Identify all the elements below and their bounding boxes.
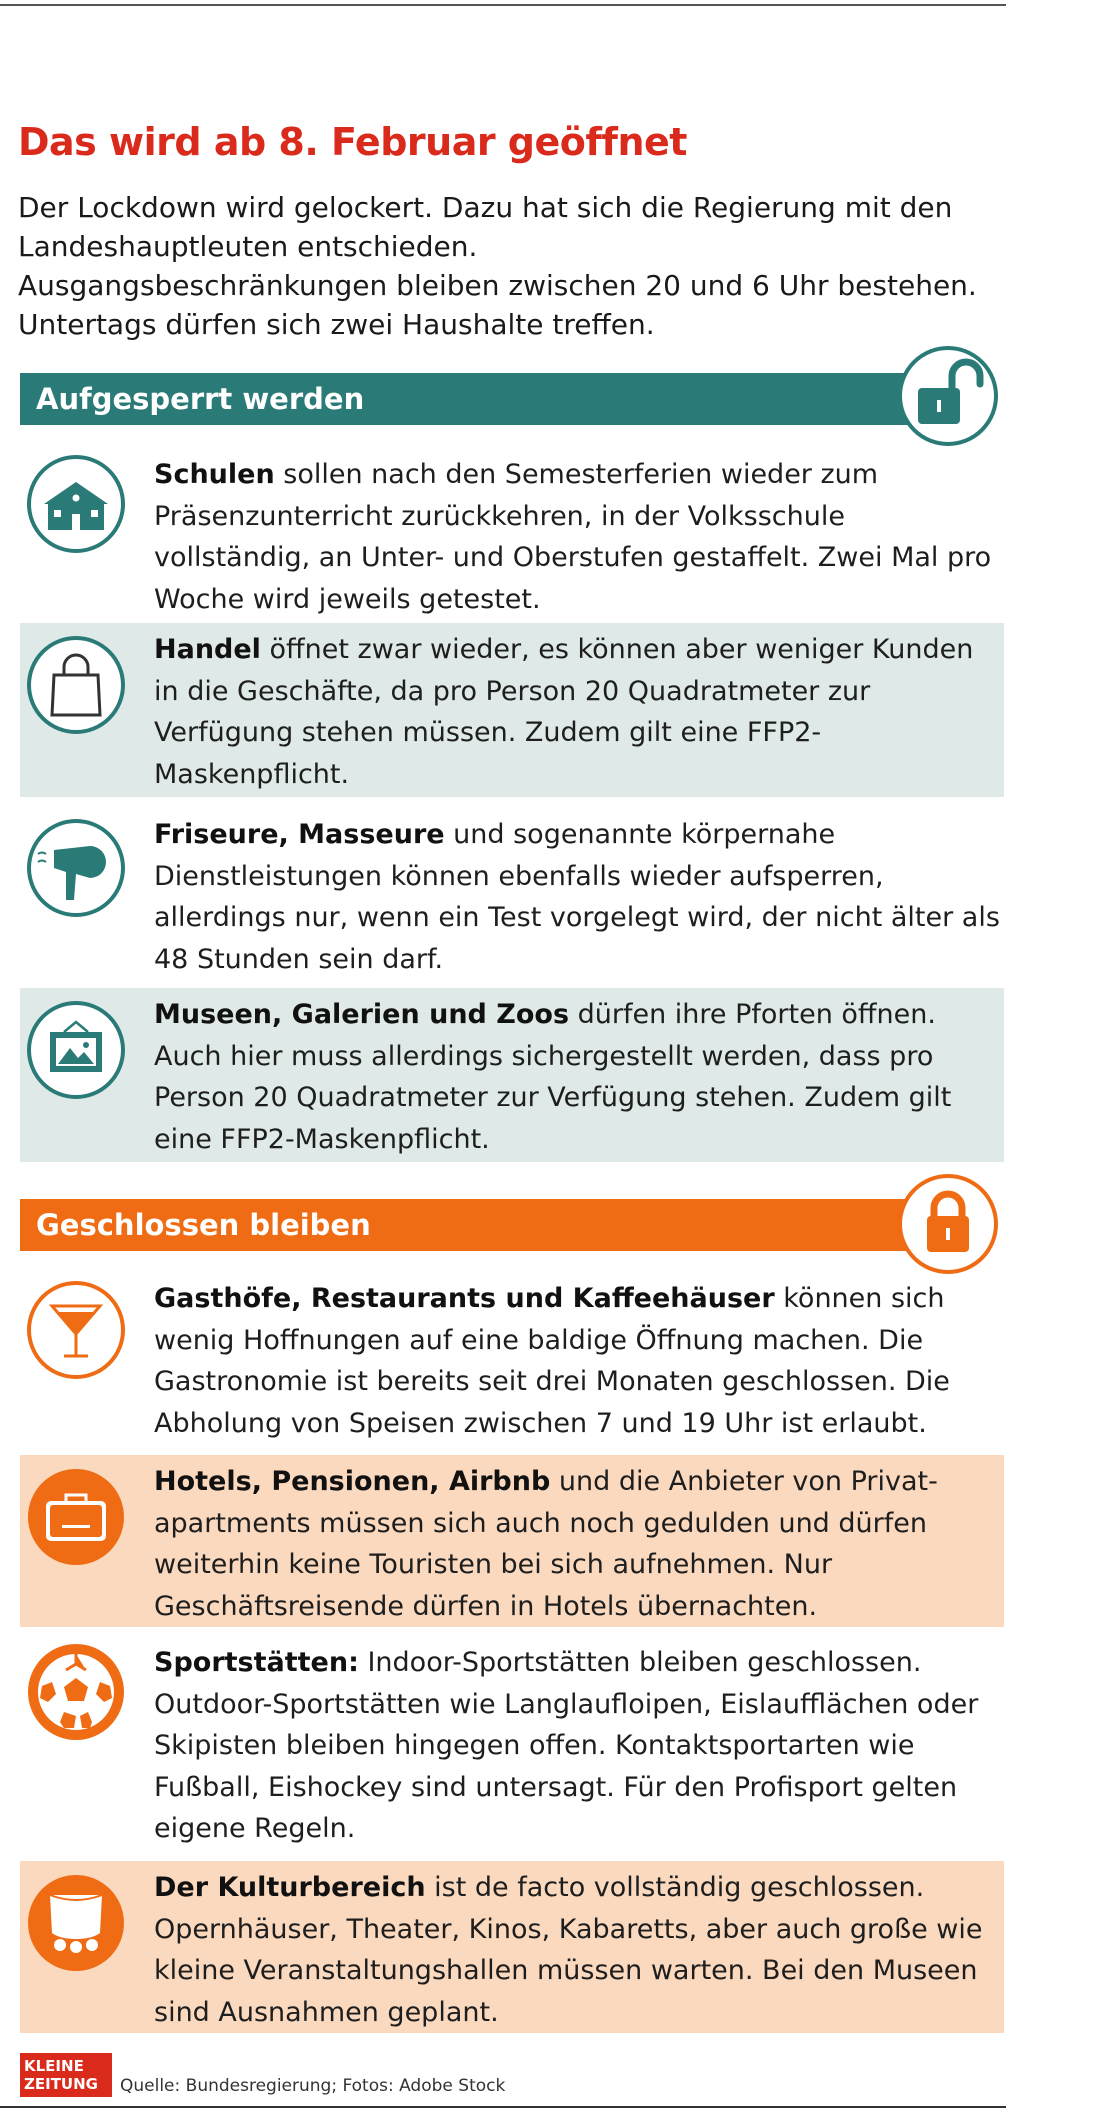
- section-heading-open: Aufgesperrt werden: [20, 373, 930, 425]
- item-body: können sich wenig Hoffnungen auf eine baldige Öffnung machen. Die Gastronomie ist bereits seit drei Monaten geschlossen. Die Abholung von Speisen zwischen 7 und 19 Uhr ist erlaubt.: [154, 1283, 950, 1439]
- list-item: [20, 448, 1004, 616]
- item-body: dürfen ihre Pforten öffnen. Auch hier muss allerdings sichergestellt werden, dass pro Person 20 Quadratmeter zur Verfügung stehen. Zudem gilt eine FFP2-Maskenpflicht.: [154, 999, 952, 1155]
- list-item: [20, 988, 1004, 1162]
- theater-stage-icon: [24, 1871, 128, 1975]
- item-text: [154, 454, 1002, 620]
- item-text: [154, 1867, 1002, 2033]
- item-body: und sogenannte körpernahe Dienstleistungen können ebenfalls wieder aufsperren, allerdings nur, wenn ein Test vorgelegt wird, der nicht älter als 48 Stunden sein darf.: [154, 819, 1000, 975]
- suitcase-icon: [24, 1465, 128, 1569]
- item-title: Schulen: [154, 459, 275, 490]
- logo-line: ZEITUNG: [24, 2075, 98, 2093]
- item-body: Indoor-Sportstätten bleiben geschlossen. Outdoor-Sportstätten wie Langlaufloipen, Eislaufflächen oder Skipisten bleiben hingegen offen. Kontaktsportarten wie Fußball, Eishockey sind untersagt. Für den Profisport gelten eigene Regeln.: [154, 1647, 979, 1844]
- list-item: [20, 1272, 1004, 1442]
- locked-padlock-icon: [896, 1172, 1000, 1276]
- item-title: Museen, Galerien und Zoos: [154, 999, 570, 1030]
- item-text: [154, 1278, 1002, 1444]
- list-item: [20, 1455, 1004, 1627]
- unlocked-padlock-icon: [896, 344, 1000, 448]
- intro-paragraph: Ausgangsbeschränkungen bleiben zwischen 20 und 6 Uhr bestehen. Untertags dürfen sich zwei Haushalte treffen.: [18, 269, 977, 341]
- item-title: Der Kulturbereich: [154, 1872, 426, 1903]
- hair-dryer-icon: [24, 816, 128, 920]
- item-title: Friseure, Masseure: [154, 819, 445, 850]
- item-text: [154, 814, 1002, 980]
- item-text: [154, 1642, 1002, 1850]
- list-item: [20, 1861, 1004, 2033]
- bottom-rule: [0, 2106, 1006, 2108]
- page-title: Das wird ab 8. Februar geöffnet: [18, 120, 687, 164]
- kleine-zeitung-logo: [20, 2053, 112, 2097]
- item-body: öffnet zwar wieder, es können aber weniger Kunden in die Geschäfte, da pro Person 20 Quadratmeter zur Verfügung stehen müssen. Zudem gilt eine FFP2-Maskenpflicht.: [154, 634, 974, 790]
- intro-text: [18, 188, 1008, 344]
- item-text: [154, 994, 1002, 1160]
- item-body: ist de facto vollständig geschlossen. Opernhäuser, Theater, Kinos, Kabaretts, aber auch große wie kleine Veranstaltungshallen müssen warten. Bei den Museen sind Ausnahmen geplant.: [154, 1872, 983, 2028]
- item-title: Sportstätten:: [154, 1647, 359, 1678]
- item-body: sollen nach den Semesterferien wieder zum Präsenzunterricht zurückkehren, in der Volksschule vollständig, an Unter- und Oberstufen gestaffelt. Zwei Mal pro Woche wird jeweils getestet.: [154, 459, 992, 615]
- item-title: Hotels, Pensionen, Airbnb: [154, 1466, 551, 1497]
- framed-picture-icon: [24, 998, 128, 1102]
- intro-paragraph: Der Lockdown wird gelockert. Dazu hat sich die Regierung mit den Landeshauptleuten entschieden.: [18, 191, 953, 263]
- item-text: [154, 629, 1002, 795]
- cocktail-glass-icon: [24, 1278, 128, 1382]
- item-body: und die Anbieter von Privat-apartments müssen sich auch noch gedulden und dürfen weiterhin keine Touristen bei sich aufnehmen. Nur Geschäftsreisende dürfen in Hotels übernachten.: [154, 1466, 938, 1622]
- shopping-bag-icon: [24, 633, 128, 737]
- section-heading-closed: Geschlossen bleiben: [20, 1199, 930, 1251]
- logo-line: KLEINE: [24, 2057, 84, 2075]
- list-item: [20, 623, 1004, 797]
- school-building-icon: [24, 452, 128, 556]
- list-item: [20, 1636, 1004, 1846]
- item-title: Handel: [154, 634, 261, 665]
- list-item: [20, 808, 1004, 976]
- top-rule: [0, 4, 1006, 6]
- soccer-ball-icon: [24, 1640, 128, 1744]
- item-text: [154, 1461, 1002, 1627]
- item-title: Gasthöfe, Restaurants und Kaffeehäuser: [154, 1283, 775, 1314]
- source-credit: Quelle: Bundesregierung; Fotos: Adobe Stock: [120, 2076, 506, 2096]
